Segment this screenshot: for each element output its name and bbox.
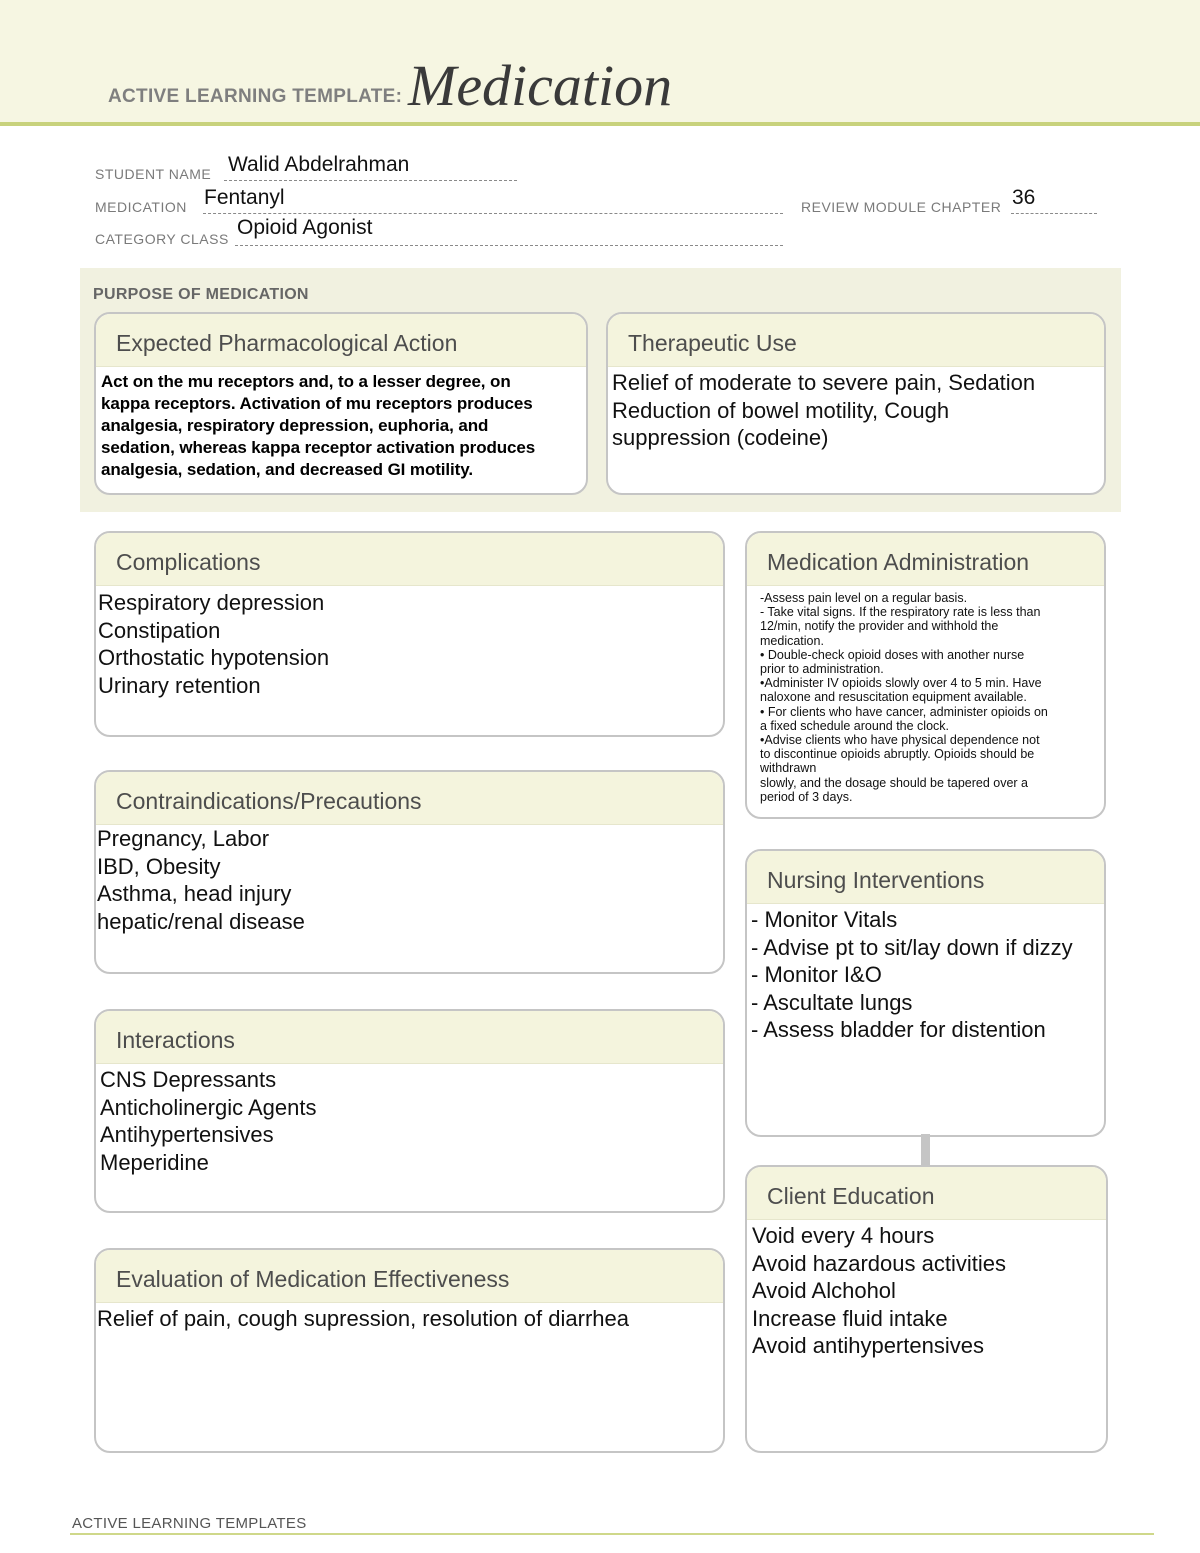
nursing-interventions-box — [745, 849, 1106, 1137]
medication-administration-box — [745, 531, 1106, 819]
client-education-text[interactable]: Void every 4 hours Avoid hazardous activities Avoid Alchohol Increase fluid intake Avoid antihypertensives — [752, 1223, 1006, 1358]
header-rule — [0, 122, 1200, 126]
evaluation-title: Evaluation of Medication Effectiveness — [116, 1266, 510, 1292]
expected-action-box — [94, 312, 588, 495]
footer-label: ACTIVE LEARNING TEMPLATES — [72, 1515, 307, 1532]
contraindications-box — [94, 770, 725, 974]
nursing-interventions-title: Nursing Interventions — [767, 867, 985, 893]
medication-line — [203, 213, 783, 214]
complications-title: Complications — [116, 549, 261, 575]
therapeutic-use-box — [606, 312, 1106, 495]
student-name-line — [224, 180, 517, 181]
page-title: Medication — [408, 53, 673, 118]
contraindications-title: Contraindications/Precautions — [116, 788, 422, 814]
interactions-box — [94, 1009, 725, 1213]
contraindications-text[interactable]: Pregnancy, Labor IBD, Obesity Asthma, head injury hepatic/renal disease — [97, 826, 305, 934]
expected-action-title: Expected Pharmacological Action — [116, 330, 458, 356]
category-class-label: CATEGORY CLASS — [95, 231, 229, 247]
category-class-field[interactable]: Opioid Agonist — [237, 216, 373, 239]
interactions-text[interactable]: CNS Depressants Anticholinergic Agents Antihypertensives Meperidine — [100, 1067, 317, 1175]
footer-rule — [70, 1533, 1154, 1535]
review-module-label: REVIEW MODULE CHAPTER — [801, 199, 1002, 215]
medication-label: MEDICATION — [95, 199, 187, 215]
review-module-field[interactable]: 36 — [1012, 186, 1036, 209]
client-education-title: Client Education — [767, 1183, 935, 1209]
therapeutic-use-text[interactable]: Relief of moderate to severe pain, Sedation Reduction of bowel motility, Cough suppression (codeine) — [612, 370, 1036, 450]
client-education-box — [745, 1165, 1108, 1453]
interactions-title: Interactions — [116, 1027, 235, 1053]
student-name-label: STUDENT NAME — [95, 166, 212, 182]
expected-action-text[interactable]: Act on the mu receptors and, to a lesser degree, on kappa receptors. Activation of mu receptors produces analgesia, respiratory depression, euphoria, and sedation, whereas kappa receptor activation produces analgesia, sedation, and decreased GI motility. — [101, 372, 536, 479]
therapeutic-use-title: Therapeutic Use — [628, 330, 797, 356]
complications-text[interactable]: Respiratory depression Constipation Orthostatic hypotension Urinary retention — [98, 590, 330, 698]
connector-bar — [921, 1134, 930, 1167]
student-name-field[interactable]: Walid Abdelrahman — [228, 153, 410, 176]
template-label: ACTIVE LEARNING TEMPLATE: — [108, 86, 403, 107]
medication-administration-text[interactable]: -Assess pain level on a regular basis. - Take vital signs. If the respiratory rate is less than 12/min, notify the provider and withhold the medication. • Double-check opioid doses with another nurse prior to administration. •Administer IV opioids slowly over 4 to 5 min. Have naloxone and resuscitation equipment available. • For clients who have cancer, administer opioids on a fixed schedule around the clock. •Advise clients who have physical dependence not to discontinue opioids abruptly. Opioids should be withdrawn slowly, and the dosage should be tapered over a period of 3 days. — [760, 591, 1048, 804]
category-class-line — [235, 245, 783, 246]
complications-box — [94, 531, 725, 737]
evaluation-text[interactable]: Relief of pain, cough supression, resolution of diarrhea — [97, 1306, 629, 1331]
evaluation-box — [94, 1248, 725, 1453]
nursing-interventions-text[interactable]: - Monitor Vitals - Advise pt to sit/lay down if dizzy - Monitor I&O - Ascultate lungs - Assess bladder for distention — [751, 907, 1073, 1042]
review-module-line — [1011, 213, 1097, 214]
medication-field[interactable]: Fentanyl — [204, 186, 285, 209]
medication-administration-title: Medication Administration — [767, 549, 1030, 575]
purpose-label: PURPOSE OF MEDICATION — [93, 286, 309, 303]
